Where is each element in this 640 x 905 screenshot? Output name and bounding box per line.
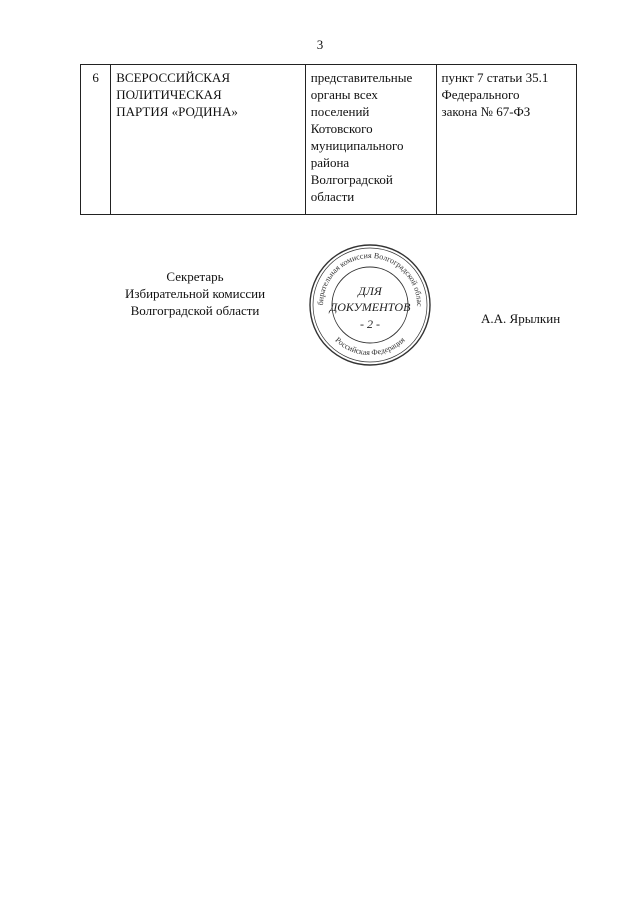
organs-line: области xyxy=(310,189,355,204)
law-line: Федерального xyxy=(441,87,520,102)
party-name-cell xyxy=(111,65,306,215)
signatory-title-line: Секретарь xyxy=(166,269,224,284)
organs-line: представительные xyxy=(310,70,413,85)
signatory-name: А.А. Ярылкин xyxy=(481,311,561,326)
signatory-title-line: Избирательной комиссии xyxy=(124,286,266,301)
organs-line: Котовского xyxy=(310,121,373,136)
page-number: 3 xyxy=(316,37,324,52)
organs-cell xyxy=(305,65,436,215)
row-number: 6 xyxy=(81,65,111,215)
organs-line: муниципального xyxy=(310,138,404,153)
signatory-title xyxy=(100,268,290,319)
table-row xyxy=(81,65,577,215)
decision-table xyxy=(80,64,577,215)
law-reference-cell xyxy=(436,65,577,215)
party-line: ПАРТИЯ «РОДИНА» xyxy=(116,104,238,119)
law-line: закона № 67-ФЗ xyxy=(441,104,531,119)
stamp-number: - 2 - xyxy=(360,317,380,331)
stamp-seal-icon xyxy=(305,240,435,370)
law-line: пункт 7 статьи 35.1 xyxy=(441,70,549,85)
party-line: ВСЕРОССИЙСКАЯ xyxy=(116,70,230,85)
stamp-center-line1: ДЛЯ xyxy=(358,284,382,298)
party-line: ПОЛИТИЧЕСКАЯ xyxy=(116,87,222,102)
stamp-outer-text-bottom: Российская Федерация xyxy=(333,335,407,358)
stamp-outer-text-top: бирательная комиссия Волгоградской облас xyxy=(315,250,425,307)
organs-line: района xyxy=(310,155,350,170)
organs-line: органы всех xyxy=(310,87,378,102)
stamp-center-line2: ДОКУМЕНТОВ xyxy=(329,300,411,314)
organs-line: поселений xyxy=(310,104,370,119)
official-stamp xyxy=(305,240,435,370)
organs-line: Волгоградской xyxy=(310,172,393,187)
signatory-title-line: Волгоградской области xyxy=(130,303,260,318)
